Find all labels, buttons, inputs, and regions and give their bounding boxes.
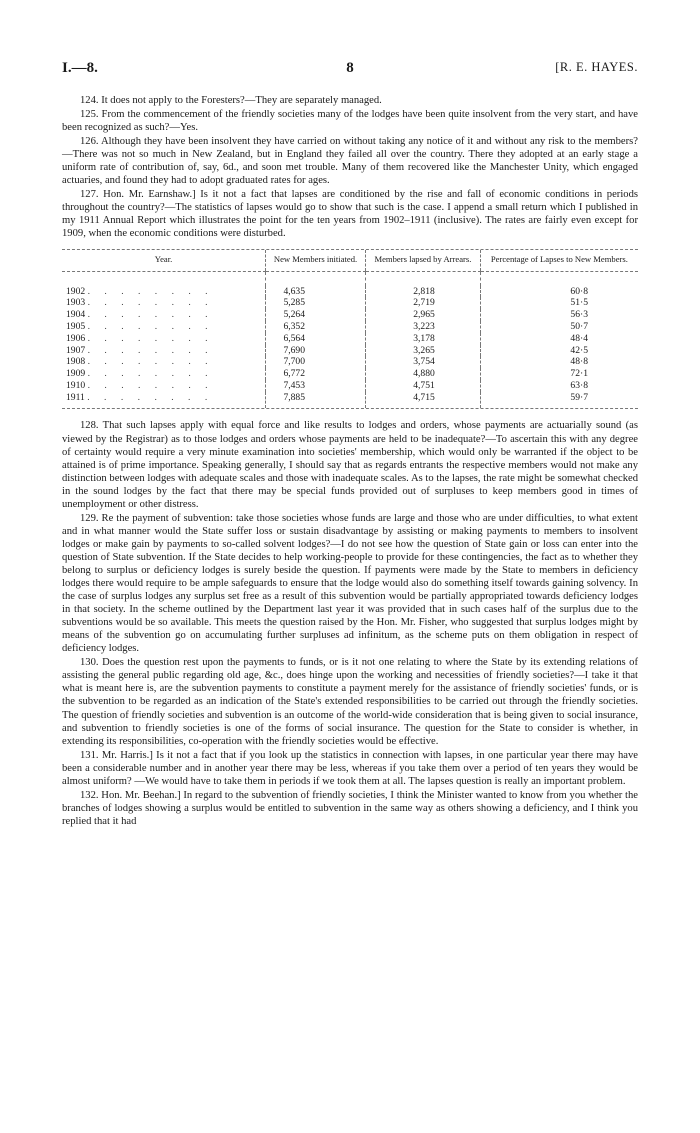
percentage-cell: 50·7 xyxy=(480,321,638,333)
dot-leader: . . . . . . . . xyxy=(87,297,214,309)
page-header xyxy=(62,60,638,80)
year-cell xyxy=(62,368,266,380)
new-members-cell: 7,690 xyxy=(266,345,366,357)
table-row xyxy=(62,345,638,357)
table-row xyxy=(62,321,638,333)
table-row xyxy=(62,368,638,380)
paragraph-128: 128. That such lapses apply with equal force and like results to lodges and orders, whose payments are actuarially sound (as viewed by the Registrar) as to those lodges and orders whose payments are held to be inadequate?—To ascertain this with any degree of certainty would require a very minute examination into societies' membership, which would only be warranted if the object to be attained is of prime importance. Speaking generally, I should say that as regards entrants the respective members would not make any distinction between lodges with adequate scales and those with inadequate scales. As to the lapses, the rate might be somewhat checked in the sound lodges by the fact that there may be special funds provided out of surpluses to keep members good in times of unemployment or other distress. xyxy=(62,420,638,510)
new-members-cell: 5,285 xyxy=(266,297,366,309)
dot-leader: . . . . . . . . xyxy=(87,332,214,344)
percentage-cell: 63·8 xyxy=(480,380,638,392)
year-value: 1906 xyxy=(66,332,86,344)
members-lapsed-cell: 4,751 xyxy=(366,380,481,392)
members-lapsed-cell: 3,754 xyxy=(366,356,481,368)
year-value: 1907 xyxy=(66,344,86,356)
header-year: Year. xyxy=(62,250,266,272)
new-members-cell: 6,564 xyxy=(266,333,366,345)
year-value: 1908 xyxy=(66,356,86,368)
paragraph-129: 129. Re the payment of subvention: take those societies whose funds are large and those who are under difficulties, to what extent and in what manner would the State suffer loss or sustain disadvantage by assisting or making payments to members to insolvent lodges or make gain by payments to so-called solvent lodges?—I do not see how the question of State gain or loss can enter into the question of State subvention. If the State decides to help working-people to provide for these contingencies, the fact as to whether they belong to surplus or deficiency lodges is surely beside the question. If payments were made by the State to members in deficiency lodges there would require to be ample safeguards to ensure that the lodge would also do something itself towards gaining solvency. In the case of surplus lodges any surplus set free as a result of this subvention would be partially appropriated towards deficiency lodges in that society. In the scheme outlined by the Department last year it was provided that in such cases half of the surplus due to the subventions would be so available. This meets the question raised by the Hon. Mr. Fisher, who suggested that surplus lodges might by means of the subvention go on accumulating further surpluses ad infinitum, as the scheme puts on them obligation in respect of deficiency lodges. xyxy=(62,512,638,655)
table-row xyxy=(62,356,638,368)
percentage-cell: 48·4 xyxy=(480,333,638,345)
dot-leader: . . . . . . . . xyxy=(87,320,214,332)
year-cell xyxy=(62,356,266,368)
dot-leader: . . . . . . . . xyxy=(87,368,214,380)
table-row xyxy=(62,392,638,409)
percentage-cell: 59·7 xyxy=(480,392,638,409)
percentage-cell: 60·8 xyxy=(480,286,638,298)
new-members-cell: 7,453 xyxy=(266,380,366,392)
percentage-cell: 56·3 xyxy=(480,309,638,321)
year-value: 1909 xyxy=(66,368,86,380)
dot-leader: . . . . . . . . xyxy=(87,285,214,297)
percentage-cell: 72·1 xyxy=(480,368,638,380)
year-cell xyxy=(62,297,266,309)
paragraph-125: 125. From the commencement of the friendly societies many of the lodges have been quite insolvent from the very start, and have been recognized as such?—Yes. xyxy=(62,109,638,134)
year-cell xyxy=(62,392,266,409)
paragraph-127: 127. Hon. Mr. Earnshaw.] Is it not a fact that lapses are conditioned by the rise and fall of economic conditions in periods throughout the country?—The statistics of lapses would go to show that such is the case. I append a small return which I published in my 1911 Annual Report which illustrates the point for the ten years from 1902–1911 (inclusive). The rates are fairly even except for 1909, when the economic conditions were disturbed. xyxy=(62,189,638,240)
author-running-head: [R. E. HAYES. xyxy=(555,60,638,74)
lapses-table xyxy=(62,250,638,409)
table-row xyxy=(62,380,638,392)
members-lapsed-cell: 2,818 xyxy=(366,286,481,298)
year-value: 1902 xyxy=(66,285,86,297)
members-lapsed-cell: 2,719 xyxy=(366,297,481,309)
members-lapsed-cell: 3,223 xyxy=(366,321,481,333)
members-lapsed-cell: 2,965 xyxy=(366,309,481,321)
year-cell xyxy=(62,309,266,321)
new-members-cell: 5,264 xyxy=(266,309,366,321)
document-reference: I.—8. xyxy=(62,60,98,76)
dot-leader: . . . . . . . . xyxy=(87,309,214,321)
year-cell xyxy=(62,321,266,333)
dot-leader: . . . . . . . . xyxy=(87,344,214,356)
paragraph-131: 131. Mr. Harris.] Is it not a fact that if you look up the statistics in connection with lapses, in one particular year there may have been a considerable number and in another year there may be less, whereas if you take them over a period of ten years they would be almost uniform? —We would have to take them in periods if we took them at all. The lapses question is really an important problem. xyxy=(62,749,638,787)
dot-leader: . . . . . . . . xyxy=(87,379,214,391)
percentage-cell: 42·5 xyxy=(480,345,638,357)
year-value: 1904 xyxy=(66,309,86,321)
members-lapsed-cell: 3,265 xyxy=(366,345,481,357)
paragraph-126: 126. Although they have been insolvent they have carried on without taking any notice of it and without any risk to the members?—There was not so much in New Zealand, but in England they failed all over the country. There they adopted at an early stage a uniform rate of contribution of, say, 6d., and soon met trouble. Many of them recovered like the Manchester Unity, which engaged actuaries, and found they had to adopt graduated rates for ages. xyxy=(62,136,638,187)
new-members-cell: 4,635 xyxy=(266,286,366,298)
table-spacer-row xyxy=(62,271,638,286)
year-value: 1911 xyxy=(66,391,85,403)
paragraph-132: 132. Hon. Mr. Beehan.] In regard to the subvention of friendly societies, I think the Minister wanted to know from you whether the branches of lodges showing a surplus would be entitled to subvention in the same way as others showing a deficiency, and I think you replied that it had xyxy=(62,789,638,827)
year-value: 1903 xyxy=(66,297,86,309)
page-body xyxy=(62,94,638,829)
paragraph-124: 124. It does not apply to the Foresters?—They are separately managed. xyxy=(80,95,382,106)
year-cell xyxy=(62,380,266,392)
new-members-cell: 6,352 xyxy=(266,321,366,333)
table-header-row xyxy=(62,250,638,272)
members-lapsed-cell: 3,178 xyxy=(366,333,481,345)
members-lapsed-cell: 4,880 xyxy=(366,368,481,380)
year-cell xyxy=(62,345,266,357)
year-cell xyxy=(62,286,266,298)
year-cell xyxy=(62,333,266,345)
table-row xyxy=(62,309,638,321)
year-value: 1905 xyxy=(66,320,86,332)
new-members-cell: 6,772 xyxy=(266,368,366,380)
paragraph-130: 130. Does the question rest upon the payments to funds, or is it not one relating to where the State by its extending relations of assisting the general public regarding old age, &c., does hinge upon the working and necessities of friendly societies?—I take it that what is meant here is, are the subvention payments to constitute a payment merely for the assistance of friendly societies' funds, or is the subvention to be regarded as an indication of the State's extended responsibilities to be carried out through the friendly societies. The question of friendly societies and subvention is an outcome of the world-wide consideration that is being given to social insurance, and subvention to friendly societies is one of the forms of social insurance. The question for the State to consider is whether, in extending its responsibilities, co-operation with the friendly societies would be effective. xyxy=(62,657,638,747)
table-row xyxy=(62,333,638,345)
members-lapsed-cell: 4,715 xyxy=(366,392,481,409)
dot-leader: . . . . . . . . xyxy=(87,356,214,368)
table-row xyxy=(62,286,638,298)
year-value: 1910 xyxy=(66,379,86,391)
header-new-members: New Members initiated. xyxy=(266,250,366,272)
dot-leader: . . . . . . . . xyxy=(87,391,214,403)
table-row xyxy=(62,297,638,309)
new-members-cell: 7,885 xyxy=(266,392,366,409)
percentage-cell: 51·5 xyxy=(480,297,638,309)
header-percentage: Percentage of Lapses to New Members. xyxy=(480,250,638,272)
page-number: 8 xyxy=(346,60,354,76)
percentage-cell: 48·8 xyxy=(480,356,638,368)
lapses-table-container xyxy=(62,249,638,410)
new-members-cell: 7,700 xyxy=(266,356,366,368)
header-members-lapsed: Members lapsed by Arrears. xyxy=(366,250,481,272)
